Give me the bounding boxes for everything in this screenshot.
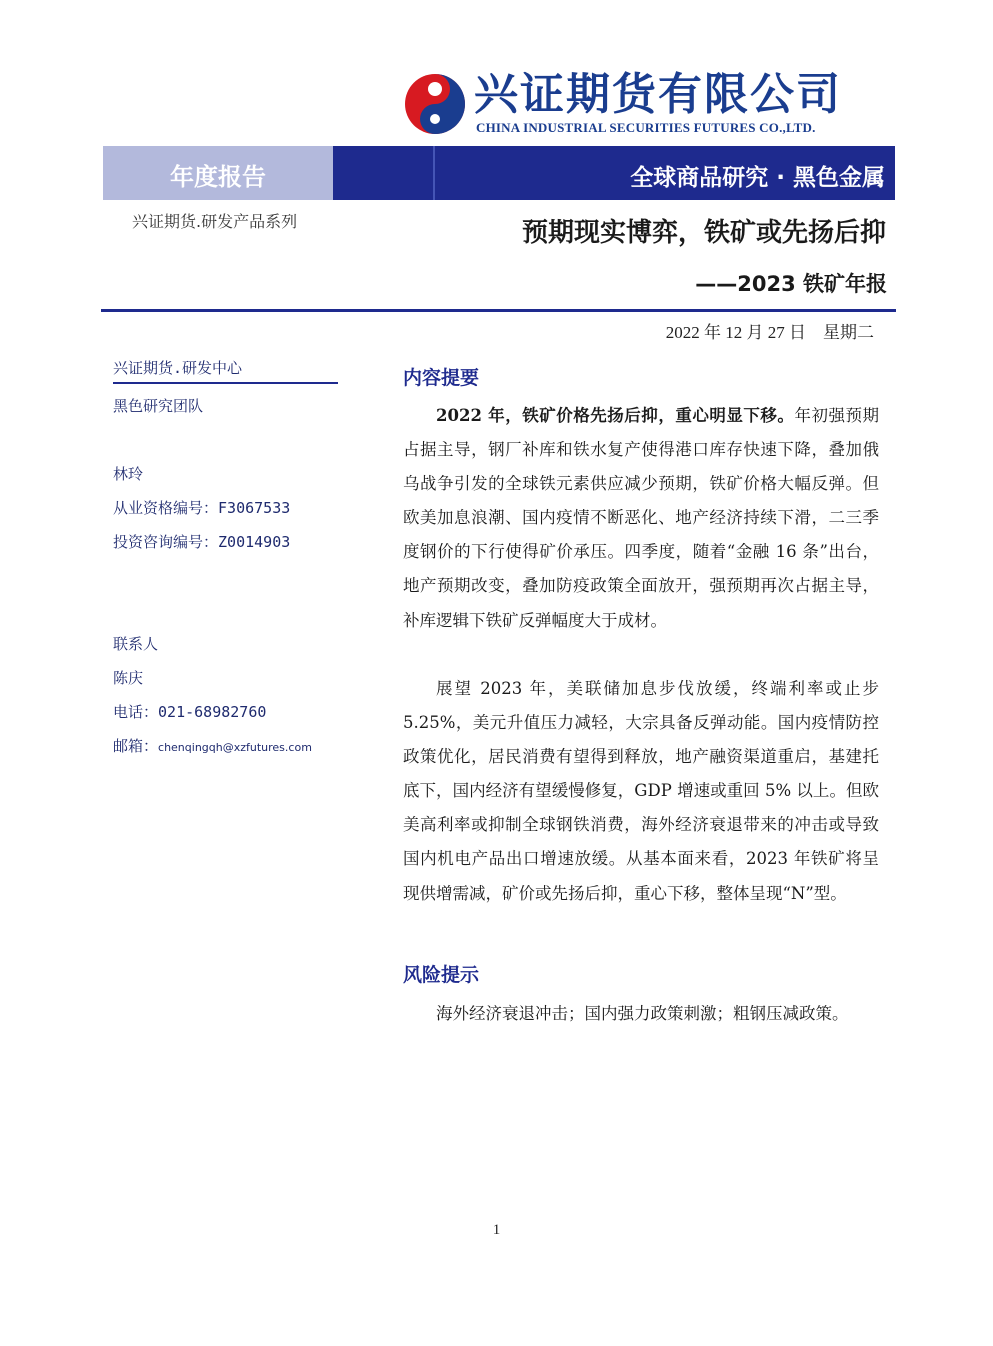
email-label: 邮箱： — [113, 737, 159, 755]
risk-text: 海外经济衰退冲击；国内强力政策刺激；粗钢压减政策。 — [436, 1004, 849, 1023]
license-line — [113, 497, 290, 518]
report-subtitle: ——2023 铁矿年报 — [695, 272, 887, 296]
summary-p1-body: 年初强预期占据主导，钢厂补库和铁水复产使得港口库存快速下降，叠加俄乌战争引发的全球铁元素供应减少预期，铁矿价格大幅反弹。但欧美加息浪潮、国内疫情不断恶化、地产经济持续下滑，二三季度钢价的下行使得矿价承压。四季度，随着“金融 16 条”出台，地产预期改变，叠加防疫政策全面放开，强预期再次占据主导，补库逻辑下铁矿反弹幅度大于成材。 — [403, 406, 880, 630]
report-type-banner — [103, 146, 333, 200]
phone-label: 电话： — [113, 703, 159, 721]
summary-paragraph-2: 展望 2023 年，美联储加息步伐放缓，终端利率或止步 5.25%，美元升值压力减轻，大宗具备反弹动能。国内疫情防控政策优化，居民消费有望得到释放，地产融资渠道重启，基建托底下，国内经济有望缓慢修复，GDP 增速或重回 5% 以上。但欧美高利率或抑制全球钢铁消费，海外经济衰退带来的冲击或导致国内机电产品出口增速放缓。从基本面来看，2023 年铁矿将呈现供增需减，矿价或先扬后抑，重心下移，整体呈现“N”型。 — [403, 679, 879, 903]
company-name-cn: 兴证期货有限公司 — [474, 69, 842, 120]
report-date: 2022 年 12 月 27 日 星期二 — [665, 323, 874, 342]
page-number: 1 — [492, 1222, 501, 1238]
phone-number[interactable]: 021-68982760 — [158, 703, 267, 721]
company-logo-icon — [404, 73, 466, 135]
consult-number: Z0014903 — [218, 533, 291, 551]
contact-name: 陈庆 — [113, 669, 144, 687]
consult-line — [113, 531, 290, 552]
risk-heading: 风险提示 — [403, 964, 480, 986]
summary-heading: 内容提要 — [403, 367, 480, 389]
category-label: 全球商品研究 · 黑色金属 — [630, 165, 885, 191]
product-series: 兴证期货.研发产品系列 — [132, 212, 298, 231]
sidebar-rule — [113, 382, 338, 384]
banner-divider — [433, 146, 435, 200]
report-title: 预期现实博弈，铁矿或先扬后抑 — [521, 218, 886, 248]
header-rule — [101, 309, 896, 312]
sidebar-team: 黑色研究团队 — [113, 397, 204, 415]
company-name-en: CHINA INDUSTRIAL SECURITIES FUTURES CO.,LTD. — [476, 120, 816, 135]
license-number: F3067533 — [218, 499, 291, 517]
consult-label: 投资咨询编号： — [113, 533, 219, 551]
email-link[interactable]: chenqingqh@xzfutures.com — [158, 741, 312, 754]
summary-lead: 2022 年，铁矿价格先扬后抑，重心明显下移。 — [436, 406, 795, 425]
contact-heading: 联系人 — [113, 635, 159, 653]
email-line — [113, 735, 312, 756]
summary-paragraph-1 — [403, 399, 879, 638]
phone-line — [113, 701, 266, 722]
category-banner — [333, 146, 895, 200]
report-type: 年度报告 — [170, 163, 266, 191]
sidebar-dept: 兴证期货.研发中心 — [113, 359, 243, 377]
analyst-name: 林玲 — [113, 465, 144, 483]
license-label: 从业资格编号： — [113, 499, 219, 517]
